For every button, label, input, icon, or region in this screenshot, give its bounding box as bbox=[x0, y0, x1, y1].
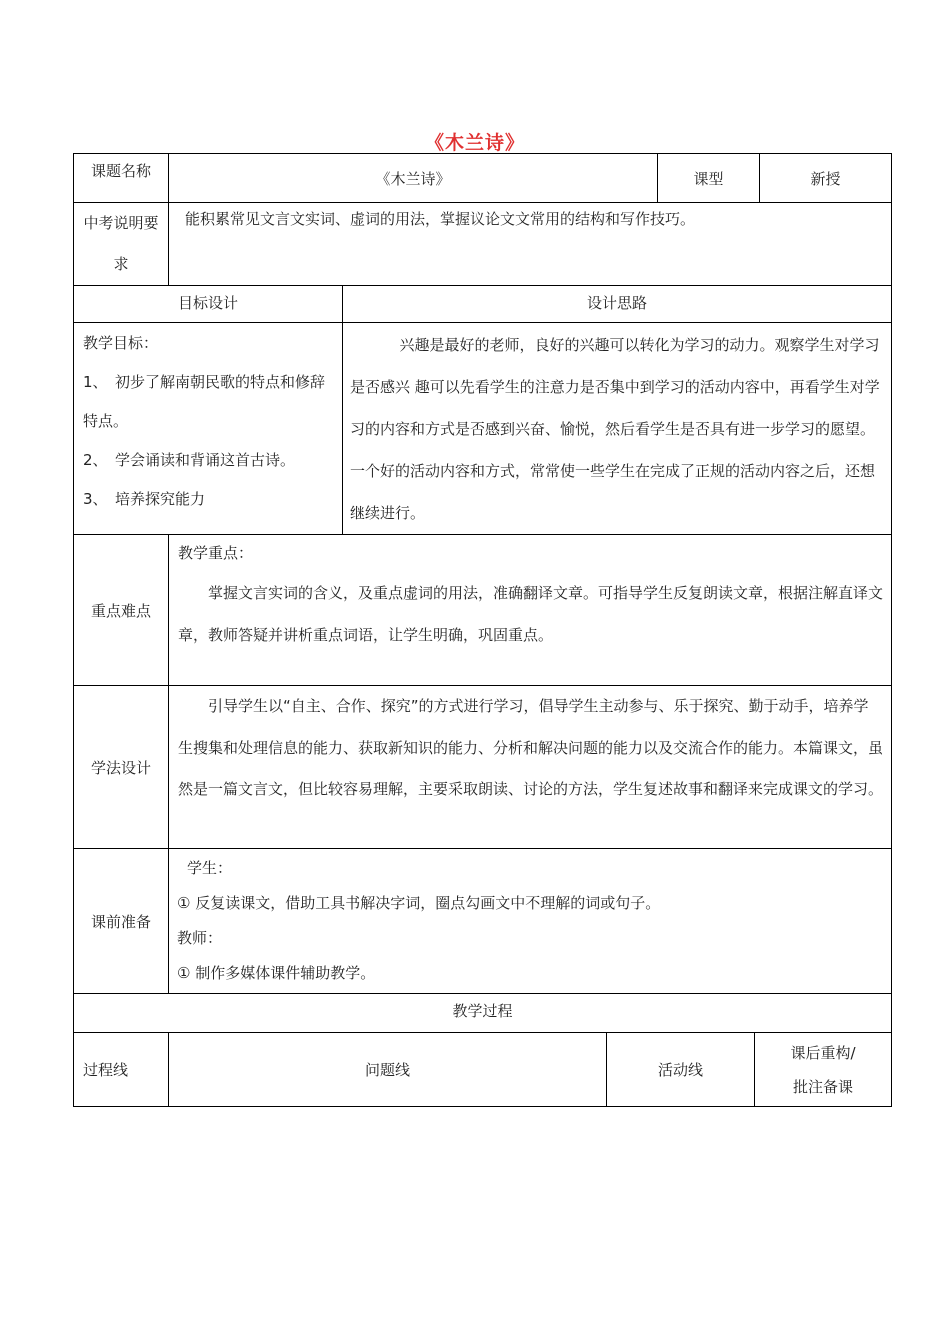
design-idea-header: 设计思路 bbox=[343, 286, 892, 323]
teaching-goals-cell bbox=[74, 323, 343, 535]
teaching-goals-heading: 教学目标： bbox=[83, 334, 159, 352]
question-line-header: 问题线 bbox=[169, 1033, 607, 1107]
lesson-type-label: 课型 bbox=[658, 154, 760, 203]
teaching-goal-item: 1、 初步了解南朝民歌的特点和修辞特点。 bbox=[83, 373, 326, 430]
process-line-header: 过程线 bbox=[74, 1033, 169, 1107]
lesson-plan-body-table bbox=[73, 534, 892, 1033]
lesson-plan-header-table bbox=[73, 153, 892, 535]
learning-method-label: 学法设计 bbox=[74, 686, 169, 849]
teaching-goal-item: 2、 学会诵读和背诵这首古诗。 bbox=[83, 451, 296, 469]
goal-design-header: 目标设计 bbox=[74, 286, 343, 323]
lesson-plan-sheet bbox=[73, 153, 891, 1107]
key-points-cell bbox=[169, 535, 892, 686]
teaching-goal-item: 3、 培养探究能力 bbox=[83, 490, 206, 508]
course-name-label: 课题名称 bbox=[74, 154, 169, 203]
learning-method-text: 引导学生以“自主、合作、探究”的方式进行学习，倡导学生主动参与、乐于探究、勤于动手，培养学生搜集和处理信息的能力、获取新知识的能力、分析和解决问题的能力以及交流合作的能力。本篇课文，虽然是一篇文言文，但比较容易理解，主要采取朗读、讨论的方法，学生复述故事和翻译来完成课文的学习。 bbox=[169, 686, 892, 849]
key-points-text: 掌握文言实词的含义，及重点虚词的用法，准确翻译文章。可指导学生反复朗读文章，根据注解直译文章，教师答疑并讲析重点词语，让学生明确，巩固重点。 bbox=[178, 584, 884, 644]
key-points-label: 重点难点 bbox=[74, 535, 169, 686]
exam-requirement-text: 能积累常见文言文实词、虚词的用法，掌握议论文文常用的结构和写作技巧。 bbox=[169, 203, 892, 286]
document-title: 《木兰诗》 bbox=[424, 132, 525, 154]
teacher-prep-heading: 教师： bbox=[177, 929, 223, 947]
teacher-prep-item: ① 制作多媒体课件辅助教学。 bbox=[177, 964, 376, 982]
exam-requirement-label: 中考说明要求 bbox=[74, 203, 169, 286]
activity-line-header: 活动线 bbox=[607, 1033, 755, 1107]
teaching-process-title: 教学过程 bbox=[74, 994, 892, 1033]
student-prep-heading: 学生： bbox=[187, 859, 233, 877]
post-class-notes-header: 课后重构/批注备课 bbox=[755, 1033, 892, 1107]
student-prep-item: ① 反复读课文，借助工具书解决字词，圈点勾画文中不理解的词或句子。 bbox=[177, 894, 661, 912]
design-idea-text: 兴趣是最好的老师，良好的兴趣可以转化为学习的动力。观察学生对学习是否感兴 趣可以先看学生的注意力是否集中到学习的活动内容中，再看学生对学习的内容和方式是否感到兴奋、愉悦，然后看学生是否具有进一步学习的愿望。一个好的活动内容和方式，常常使一些学生在完成了正规的活动内容之后，还想继续进行。 bbox=[343, 323, 892, 535]
preparation-cell bbox=[169, 849, 892, 994]
key-points-heading: 教学重点： bbox=[178, 544, 254, 562]
course-name-value: 《木兰诗》 bbox=[169, 154, 658, 203]
lesson-type-value: 新授 bbox=[760, 154, 892, 203]
preparation-label: 课前准备 bbox=[74, 849, 169, 994]
teaching-process-table bbox=[73, 1032, 892, 1107]
